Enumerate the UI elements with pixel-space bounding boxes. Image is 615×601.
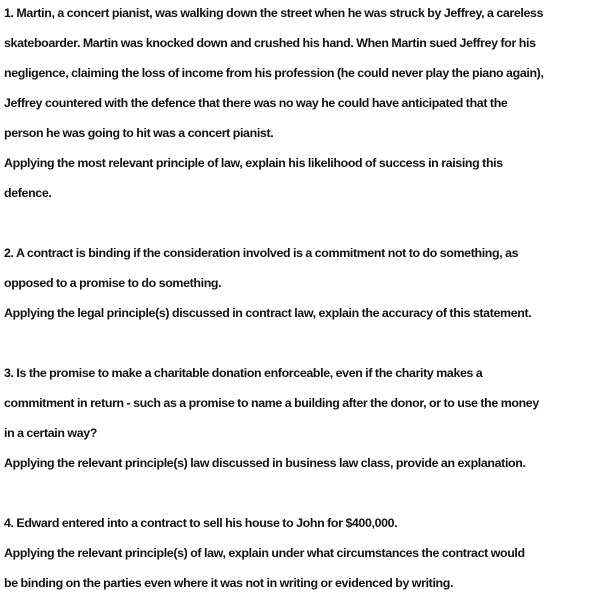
document-body: [4, 0, 615, 600]
question-4-line-1: 4. Edward entered into a contract to sell his house to John for $400,000.: [4, 516, 398, 530]
question-1: [4, 0, 615, 210]
question-3-instruction: Applying the relevant principle(s) law discussed in business law class, provide an explanation.: [4, 456, 526, 470]
question-1-instruction-line-1: Applying the most relevant principle of law, explain his likelihood of success in raising this: [4, 156, 503, 170]
question-3: [4, 360, 615, 480]
question-1-line-3: negligence, claiming the loss of income from his profession (he could never play the piano again),: [4, 66, 544, 80]
question-1-line-5: person he was going to hit was a concert pianist.: [4, 126, 274, 140]
question-2: [4, 240, 615, 330]
question-1-line-4: Jeffrey countered with the defence that there was no way he could have anticipated that the: [4, 96, 508, 110]
question-3-line-1: 3. Is the promise to make a charitable donation enforceable, even if the charity makes a: [4, 366, 483, 380]
question-3-line-2: commitment in return - such as a promise to name a building after the donor, or to use the money: [4, 396, 539, 410]
question-1-instruction-line-2: defence.: [4, 186, 52, 200]
question-1-line-2: skateboarder. Martin was knocked down and crushed his hand. When Martin sued Jeffrey for his: [4, 36, 536, 50]
question-4: [4, 510, 615, 600]
paragraph-spacer: [4, 330, 615, 360]
question-1-line-1: 1. Martin, a concert pianist, was walking down the street when he was struck by Jeffrey, a careless: [4, 6, 544, 20]
paragraph-spacer: [4, 480, 615, 510]
question-2-line-1: 2. A contract is binding if the consideration involved is a commitment not to do something, as: [4, 246, 519, 260]
question-4-instruction-line-1: Applying the relevant principle(s) of law, explain under what circumstances the contract would: [4, 546, 525, 560]
question-2-instruction: Applying the legal principle(s) discussed in contract law, explain the accuracy of this statement.: [4, 306, 532, 320]
question-4-instruction-line-2: be binding on the parties even where it was not in writing or evidenced by writing.: [4, 576, 454, 590]
question-2-line-2: opposed to a promise to do something.: [4, 276, 222, 290]
question-3-line-3: in a certain way?: [4, 426, 98, 440]
paragraph-spacer: [4, 210, 615, 240]
